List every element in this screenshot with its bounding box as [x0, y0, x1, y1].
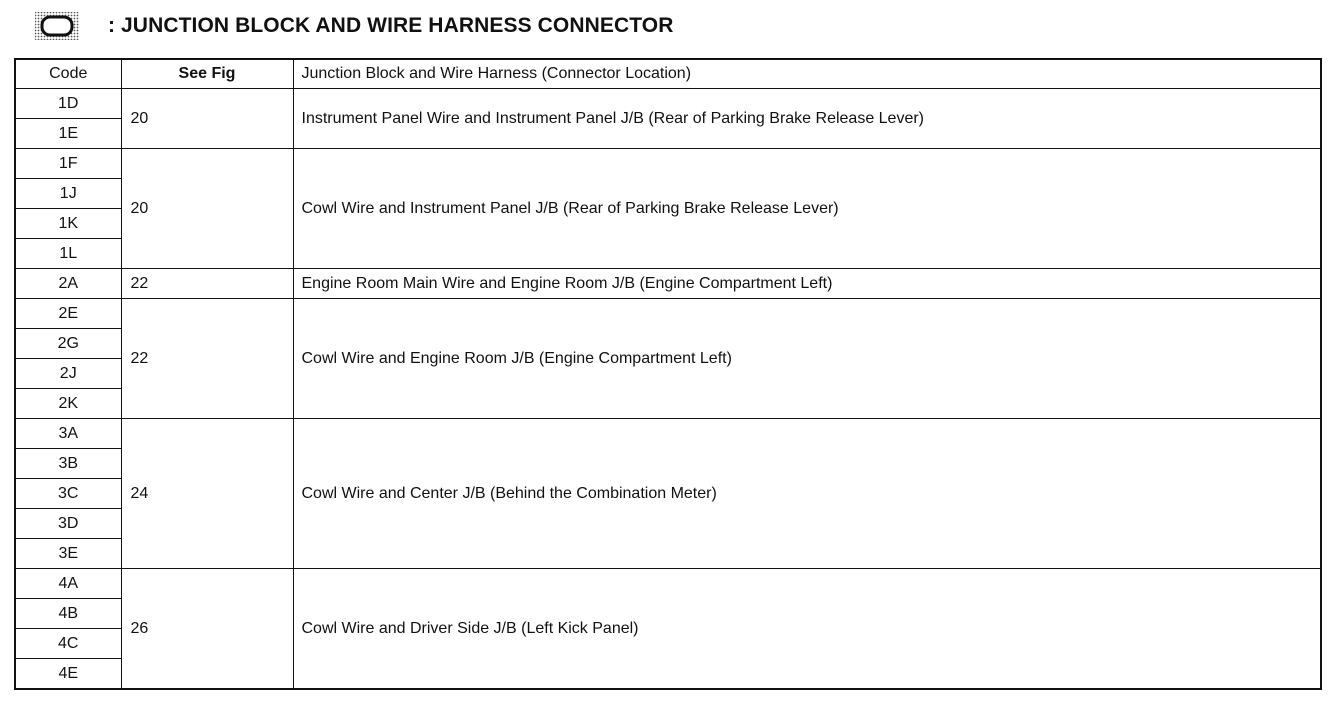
connector-location-cell: Instrument Panel Wire and Instrument Panel J/B (Rear of Parking Brake Release Lever) [293, 89, 1321, 149]
connector-code-cell: 2J [15, 359, 121, 389]
see-fig-cell: 22 [121, 299, 293, 419]
see-fig-cell: 26 [121, 569, 293, 690]
column-header-code: Code [15, 59, 121, 89]
connector-code-cell: 2A [15, 269, 121, 299]
connector-location-cell: Engine Room Main Wire and Engine Room J/B (Engine Compartment Left) [293, 269, 1321, 299]
connector-code-cell: 3A [15, 419, 121, 449]
connector-code-cell: 1J [15, 179, 121, 209]
connector-code-cell: 4C [15, 629, 121, 659]
table-row [15, 149, 1321, 179]
connector-code-cell: 1E [15, 119, 121, 149]
page-title: : JUNCTION BLOCK AND WIRE HARNESS CONNECTOR [108, 14, 674, 37]
table-row [15, 419, 1321, 449]
column-header-see-fig: See Fig [121, 59, 293, 89]
connector-location-cell: Cowl Wire and Driver Side J/B (Left Kick Panel) [293, 569, 1321, 690]
table-row [15, 569, 1321, 599]
see-fig-cell: 22 [121, 269, 293, 299]
connector-code-cell: 1K [15, 209, 121, 239]
see-fig-cell: 20 [121, 149, 293, 269]
table-row [15, 89, 1321, 119]
table-header-row [15, 59, 1321, 89]
connector-code-cell: 2E [15, 299, 121, 329]
connector-code-cell: 2K [15, 389, 121, 419]
page-header [34, 6, 673, 46]
connector-code-cell: 3B [15, 449, 121, 479]
column-header-location: Junction Block and Wire Harness (Connector Location) [293, 59, 1321, 89]
connector-code-cell: 1L [15, 239, 121, 269]
connector-code-cell: 2G [15, 329, 121, 359]
connector-code-cell: 4A [15, 569, 121, 599]
junction-block-table [14, 58, 1322, 690]
table-row [15, 269, 1321, 299]
see-fig-cell: 20 [121, 89, 293, 149]
see-fig-cell: 24 [121, 419, 293, 569]
connector-location-cell: Cowl Wire and Instrument Panel J/B (Rear of Parking Brake Release Lever) [293, 149, 1321, 269]
connector-code-cell: 3C [15, 479, 121, 509]
connector-code-cell: 4B [15, 599, 121, 629]
table-row [15, 299, 1321, 329]
table-body [15, 89, 1321, 690]
connector-location-cell: Cowl Wire and Center J/B (Behind the Combination Meter) [293, 419, 1321, 569]
connector-code-cell: 1F [15, 149, 121, 179]
connector-code-cell: 3D [15, 509, 121, 539]
junction-block-symbol-icon [34, 11, 80, 41]
connector-code-cell: 1D [15, 89, 121, 119]
connector-code-cell: 4E [15, 659, 121, 690]
connector-location-cell: Cowl Wire and Engine Room J/B (Engine Compartment Left) [293, 299, 1321, 419]
connector-code-cell: 3E [15, 539, 121, 569]
